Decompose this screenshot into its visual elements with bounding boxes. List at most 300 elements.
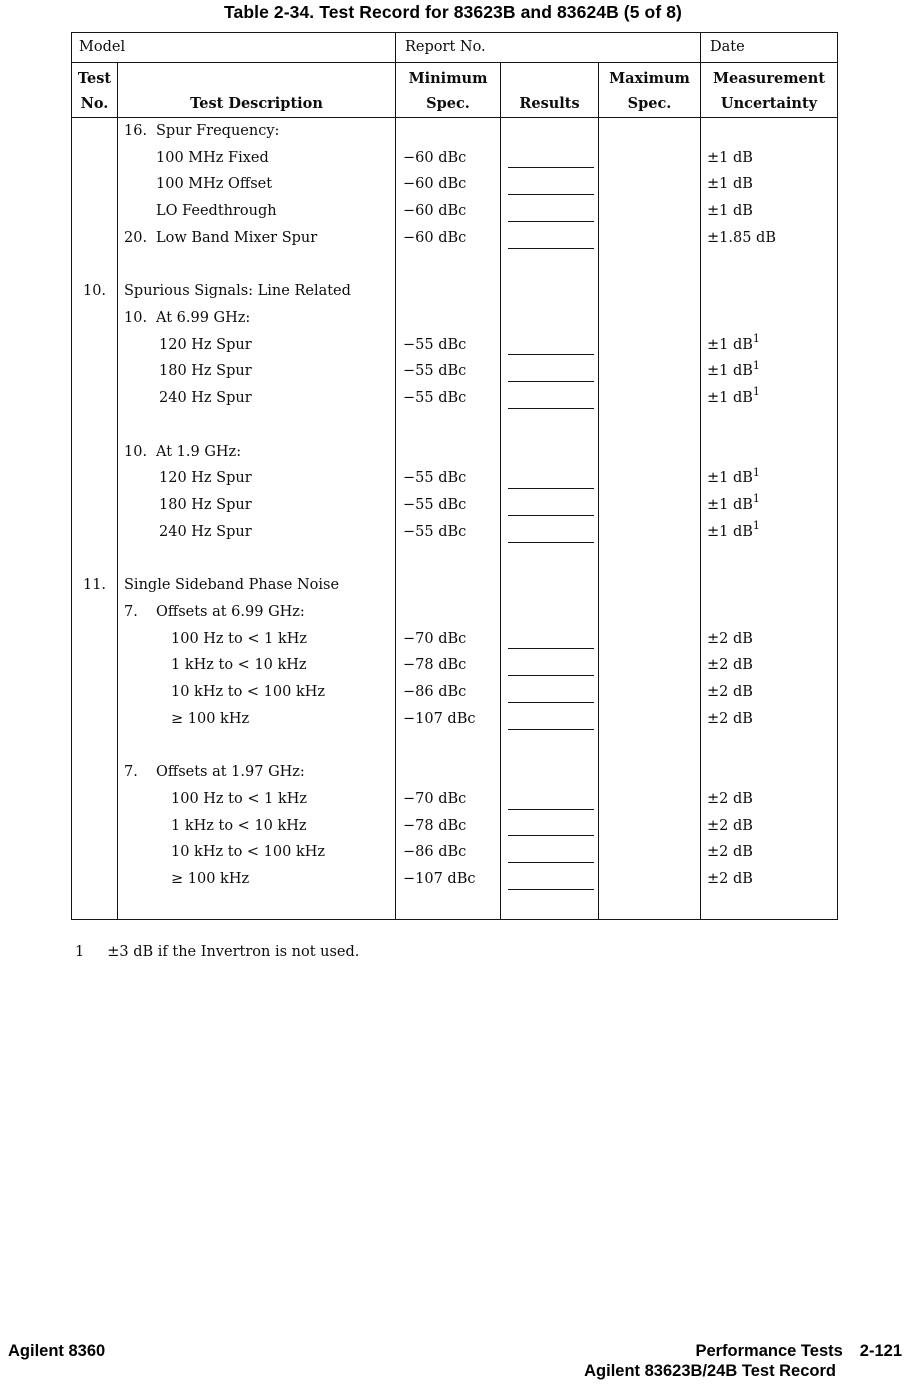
uncertainty-footnote-ref: 1 [752,465,760,479]
header-measurement-uncertainty: Measurement Uncertainty [712,70,826,112]
minimum-spec-cell: −107 dBc [396,866,501,893]
uncertainty-text: ±2 dB [707,630,753,647]
maximum-spec-cell [599,439,701,466]
test-no-cell: 10. [72,278,118,305]
description-cell [118,171,396,198]
minimum-spec-cell: −70 dBc [396,626,501,653]
uncertainty-cell [701,278,837,305]
table-row [72,626,837,653]
test-no-cell [72,866,118,893]
results-cell [501,252,599,279]
table-row [72,759,837,786]
minimum-spec-cell: −55 dBc [396,519,501,546]
description-cell [118,652,396,679]
uncertainty-footnote-ref: 1 [752,358,760,372]
maximum-spec-cell [599,759,701,786]
description-cell [118,385,396,412]
maximum-spec-cell [599,198,701,225]
results-cell [501,839,599,866]
maximum-spec-cell [599,733,701,760]
uncertainty-footnote-ref: 1 [752,331,760,345]
table-row [72,786,837,813]
uncertainty-text: ±2 dB [707,657,753,674]
uncertainty-cell [701,358,837,385]
description-cell [118,866,396,893]
uncertainty-cell [701,171,837,198]
results-blank-line [508,835,594,836]
test-no-cell [72,786,118,813]
description-text: 100 Hz to < 1 kHz [171,630,308,647]
uncertainty-cell [701,599,837,626]
maximum-spec-cell [599,465,701,492]
description-text: 180 Hz Spur [159,497,252,514]
minimum-spec-cell: −60 dBc [396,225,501,252]
results-blank-line [508,675,594,676]
table-row [72,893,837,920]
table-row [72,679,837,706]
minimum-spec-cell: −55 dBc [396,358,501,385]
maximum-spec-cell [599,626,701,653]
test-no-cell [72,412,118,439]
results-cell [501,118,599,145]
test-no-cell [72,519,118,546]
results-cell [501,519,599,546]
description-cell [118,465,396,492]
minimum-spec-cell [396,278,501,305]
description-text: 120 Hz Spur [159,470,252,487]
results-blank-line [508,488,594,489]
header-minimum-spec: Minimum Spec. [396,63,501,117]
results-cell [501,546,599,573]
uncertainty-text: ±2 dB [707,684,753,701]
test-no-cell [72,813,118,840]
test-no-cell [72,171,118,198]
description-text: ≥ 100 kHz [171,871,250,888]
table-row [72,278,837,305]
footnote [75,941,359,963]
results-cell [501,145,599,172]
minimum-spec-cell: −60 dBc [396,198,501,225]
minimum-spec-cell [396,118,501,145]
maximum-spec-cell [599,893,701,920]
footer-page-number: 2-121 [859,1342,902,1360]
results-cell [501,171,599,198]
uncertainty-text: ±1 dB [707,470,753,487]
description-text: 1 kHz to < 10 kHz [171,657,307,674]
table-row [72,706,837,733]
uncertainty-text: ±1 dB [707,176,753,193]
minimum-spec-cell: −55 dBc [396,332,501,359]
test-no-cell [72,358,118,385]
uncertainty-text: ±1 dB [707,363,753,380]
results-blank-line [508,862,594,863]
uncertainty-cell [701,118,837,145]
uncertainty-cell [701,813,837,840]
item-number: 7. [124,603,138,620]
table-row [72,652,837,679]
results-cell [501,385,599,412]
results-blank-line [508,729,594,730]
results-blank-line [508,408,594,409]
description-cell [118,278,396,305]
table-row [72,813,837,840]
uncertainty-cell [701,733,837,760]
description-cell [118,733,396,760]
table-row [72,439,837,466]
results-blank-line [508,648,594,649]
maximum-spec-cell [599,813,701,840]
description-cell [118,813,396,840]
description-cell [118,572,396,599]
model-field: Model [72,33,396,62]
uncertainty-cell [701,893,837,920]
uncertainty-text: ±1 dB [707,149,753,166]
results-cell [501,652,599,679]
results-cell [501,198,599,225]
table-row [72,412,837,439]
test-no-cell [72,305,118,332]
minimum-spec-cell [396,759,501,786]
maximum-spec-cell [599,171,701,198]
test-no-cell [72,225,118,252]
results-cell [501,599,599,626]
results-cell [501,626,599,653]
minimum-spec-cell: −55 dBc [396,492,501,519]
test-no-cell [72,546,118,573]
uncertainty-cell [701,412,837,439]
results-blank-line [508,167,594,168]
maximum-spec-cell [599,839,701,866]
description-cell [118,893,396,920]
test-no-cell [72,252,118,279]
test-no-cell [72,652,118,679]
minimum-spec-cell [396,252,501,279]
footer-manual-name: Agilent 8360 [8,1342,106,1360]
header-maximum-spec: Maximum Spec. [599,63,701,117]
results-blank-line [508,381,594,382]
test-no-cell [72,118,118,145]
results-blank-line [508,515,594,516]
uncertainty-cell [701,519,837,546]
table-row [72,171,837,198]
maximum-spec-cell [599,118,701,145]
footer-subtitle: Agilent 83623B/24B Test Record [584,1362,836,1380]
uncertainty-cell [701,706,837,733]
description-cell [118,519,396,546]
item-number: 10. [124,443,148,460]
description-cell [118,118,396,145]
description-cell [118,305,396,332]
test-no-cell: 11. [72,572,118,599]
test-no-cell [72,893,118,920]
test-no-cell [72,706,118,733]
uncertainty-text: ±1 dB [707,390,753,407]
results-cell [501,412,599,439]
description-text: Single Sideband Phase Noise [124,577,340,594]
minimum-spec-cell: −60 dBc [396,145,501,172]
maximum-spec-cell [599,866,701,893]
results-blank-line [508,702,594,703]
maximum-spec-cell [599,225,701,252]
uncertainty-footnote-ref: 1 [752,492,760,506]
description-cell [118,358,396,385]
results-cell [501,893,599,920]
results-blank-line [508,194,594,195]
description-cell [118,759,396,786]
minimum-spec-cell: −70 dBc [396,786,501,813]
maximum-spec-cell [599,145,701,172]
minimum-spec-cell [396,572,501,599]
uncertainty-cell [701,492,837,519]
uncertainty-text: ±1 dB [707,336,753,353]
description-cell [118,198,396,225]
maximum-spec-cell [599,332,701,359]
description-cell [118,252,396,279]
table-row [72,519,837,546]
test-no-cell [72,839,118,866]
results-cell [501,358,599,385]
uncertainty-cell [701,332,837,359]
maximum-spec-cell [599,679,701,706]
minimum-spec-cell: −78 dBc [396,813,501,840]
results-cell [501,706,599,733]
table-row [72,305,837,332]
uncertainty-text: ±2 dB [707,817,753,834]
description-text: Spur Frequency: [156,123,280,139]
description-cell [118,706,396,733]
uncertainty-footnote-ref: 1 [752,518,760,532]
description-cell [118,332,396,359]
uncertainty-cell [701,786,837,813]
uncertainty-text: ±2 dB [707,844,753,861]
description-cell [118,412,396,439]
description-text: 10 kHz to < 100 kHz [171,684,326,701]
test-no-cell [72,332,118,359]
maximum-spec-cell [599,305,701,332]
table-row [72,225,837,252]
table-row [72,733,837,760]
description-cell [118,145,396,172]
description-cell [118,679,396,706]
uncertainty-cell [701,439,837,466]
date-field: Date [710,39,745,55]
minimum-spec-cell [396,439,501,466]
minimum-spec-cell: −55 dBc [396,465,501,492]
minimum-spec-cell [396,893,501,920]
header-results: Results [501,63,599,117]
uncertainty-cell [701,465,837,492]
description-cell [118,786,396,813]
test-no-cell [72,599,118,626]
item-number: 10. [124,310,148,327]
description-cell [118,492,396,519]
results-cell [501,759,599,786]
minimum-spec-cell [396,412,501,439]
results-blank-line [508,354,594,355]
results-cell [501,332,599,359]
maximum-spec-cell [599,599,701,626]
test-no-cell [72,198,118,225]
results-cell [501,679,599,706]
uncertainty-cell [701,626,837,653]
maximum-spec-cell [599,519,701,546]
table-row [72,465,837,492]
header-test-no: Test No. [72,63,118,117]
maximum-spec-cell [599,278,701,305]
results-blank-line [508,542,594,543]
description-cell [118,626,396,653]
test-no-cell [72,385,118,412]
description-text: 240 Hz Spur [159,523,252,540]
minimum-spec-cell: −55 dBc [396,385,501,412]
results-cell [501,439,599,466]
uncertainty-cell [701,866,837,893]
minimum-spec-cell: −60 dBc [396,171,501,198]
description-cell [118,546,396,573]
results-cell [501,572,599,599]
page-title: Table 2-34. Test Record for 83623B and 83624B (5 of 8) [224,2,682,22]
uncertainty-text: ±1.85 dB [707,229,776,246]
results-cell [501,465,599,492]
description-text: At 6.99 GHz: [156,310,251,327]
minimum-spec-cell: −78 dBc [396,652,501,679]
results-cell [501,733,599,760]
uncertainty-cell [701,385,837,412]
footnote-marker: 1 [75,944,85,960]
uncertainty-cell [701,145,837,172]
test-record-table [71,32,838,920]
description-text: Offsets at 1.97 GHz: [156,764,305,781]
uncertainty-text: ±2 dB [707,871,753,888]
test-no-cell [72,759,118,786]
description-text: 120 Hz Spur [159,336,252,353]
item-number: 16. [124,123,148,139]
uncertainty-cell [701,252,837,279]
table-row [72,358,837,385]
description-text: 100 MHz Fixed [156,149,269,166]
description-text: Spurious Signals: Line Related [124,283,351,300]
description-text: Low Band Mixer Spur [156,229,318,246]
footer-section: Performance Tests [695,1342,843,1360]
table-body [72,118,837,920]
maximum-spec-cell [599,358,701,385]
uncertainty-cell [701,572,837,599]
minimum-spec-cell [396,733,501,760]
minimum-spec-cell [396,546,501,573]
uncertainty-text: ±2 dB [707,710,753,727]
maximum-spec-cell [599,385,701,412]
description-text: ≥ 100 kHz [171,710,250,727]
test-no-cell [72,626,118,653]
results-blank-line [508,248,594,249]
table-meta-row [72,33,837,63]
description-text: 240 Hz Spur [159,390,252,407]
table-row [72,492,837,519]
description-text: 180 Hz Spur [159,363,252,380]
results-cell [501,225,599,252]
uncertainty-text: ±1 dB [707,497,753,514]
results-cell [501,278,599,305]
table-header-row [72,63,837,118]
description-text: LO Feedthrough [156,203,277,220]
table-row [72,145,837,172]
results-cell [501,866,599,893]
maximum-spec-cell [599,412,701,439]
results-cell [501,492,599,519]
table-row [72,198,837,225]
table-row [72,839,837,866]
table-row [72,599,837,626]
uncertainty-text: ±1 dB [707,203,753,220]
item-number: 20. [124,229,148,246]
uncertainty-cell [701,679,837,706]
minimum-spec-cell [396,599,501,626]
description-text: Offsets at 6.99 GHz: [156,603,305,620]
maximum-spec-cell [599,706,701,733]
maximum-spec-cell [599,786,701,813]
item-number: 7. [124,764,138,781]
footer-section-line [695,1342,902,1361]
uncertainty-text: ±2 dB [707,790,753,807]
table-row [72,572,837,599]
description-text: 1 kHz to < 10 kHz [171,817,307,834]
table-row [72,385,837,412]
minimum-spec-cell: −86 dBc [396,839,501,866]
uncertainty-cell [701,759,837,786]
results-blank-line [508,221,594,222]
maximum-spec-cell [599,492,701,519]
footnote-text: ±3 dB if the Invertron is not used. [107,944,360,960]
test-no-cell [72,733,118,760]
test-no-cell [72,145,118,172]
test-no-cell [72,465,118,492]
maximum-spec-cell [599,252,701,279]
minimum-spec-cell: −86 dBc [396,679,501,706]
results-cell [501,305,599,332]
report-no-field: Report No. [396,33,701,62]
uncertainty-cell [701,652,837,679]
results-blank-line [508,889,594,890]
results-blank-line [508,809,594,810]
description-cell [118,839,396,866]
table-row [72,332,837,359]
maximum-spec-cell [599,652,701,679]
description-cell [118,225,396,252]
uncertainty-text: ±1 dB [707,523,753,540]
results-cell [501,813,599,840]
test-no-cell [72,439,118,466]
description-cell [118,599,396,626]
uncertainty-footnote-ref: 1 [752,385,760,399]
uncertainty-cell [701,305,837,332]
minimum-spec-cell: −107 dBc [396,706,501,733]
uncertainty-cell [701,225,837,252]
description-text: 100 MHz Offset [156,176,273,193]
uncertainty-cell [701,546,837,573]
maximum-spec-cell [599,572,701,599]
results-cell [501,786,599,813]
table-row [72,118,837,145]
description-text: 10 kHz to < 100 kHz [171,844,326,861]
description-text: At 1.9 GHz: [156,443,242,460]
table-row [72,546,837,573]
description-text: 100 Hz to < 1 kHz [171,790,308,807]
header-test-description: Test Description [118,63,396,117]
minimum-spec-cell [396,305,501,332]
test-no-cell [72,679,118,706]
table-row [72,866,837,893]
uncertainty-cell [701,839,837,866]
